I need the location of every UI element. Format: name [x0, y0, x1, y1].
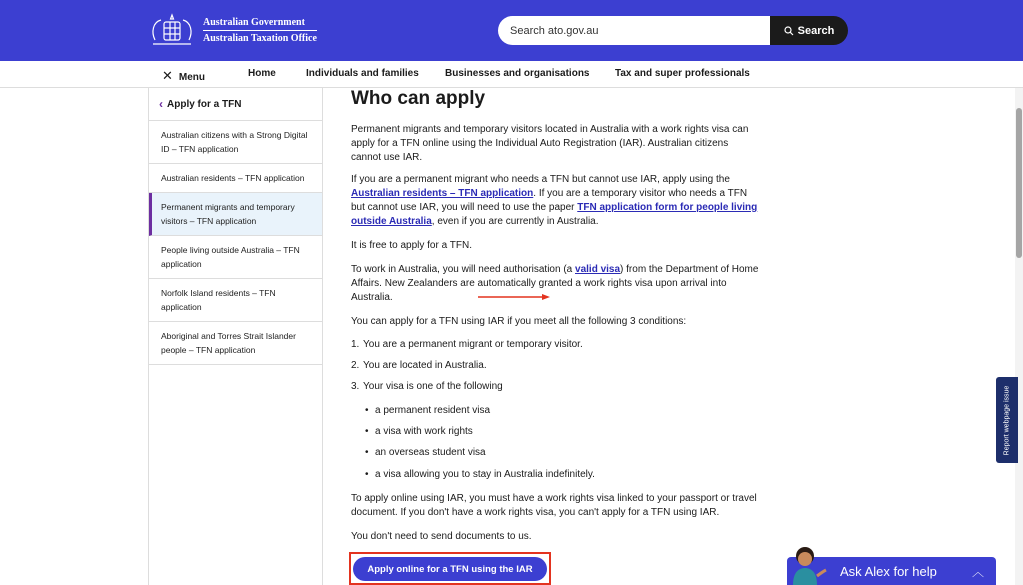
- report-issue-tab[interactable]: [996, 377, 1018, 463]
- nav-tax-professionals[interactable]: Tax and super professionals: [615, 68, 750, 79]
- main-content: [351, 88, 761, 110]
- search-icon: [784, 26, 794, 36]
- sidebar-back-link[interactable]: [149, 88, 322, 121]
- bullet-icon: •: [365, 426, 369, 437]
- sidebar-back-label: Apply for a TFN: [167, 98, 242, 110]
- visa-list-item: [365, 405, 490, 416]
- no-documents-paragraph: You don't need to send documents to us.: [351, 531, 532, 542]
- p2-text-b: . If you are a temporary visitor who needs a TFN but cannot use IAR, you will need to use the paper: [351, 188, 748, 213]
- free-paragraph: It is free to apply for a TFN.: [351, 240, 472, 251]
- bullet-icon: •: [365, 405, 369, 416]
- logo-line-ato: Australian Taxation Office: [203, 32, 317, 44]
- condition-item: [351, 360, 487, 371]
- visa-text: a visa allowing you to stay in Australia indefinitely.: [375, 469, 595, 480]
- condition-number: 2.: [351, 360, 360, 371]
- crest-icon: [147, 12, 197, 48]
- condition-text: You are a permanent migrant or temporary visitor.: [363, 339, 583, 350]
- search-button[interactable]: [770, 16, 848, 45]
- sidebar-item-outside-australia[interactable]: People living outside Australia – TFN application: [149, 236, 322, 279]
- condition-item: [351, 339, 583, 350]
- visa-text: a permanent resident visa: [375, 405, 491, 416]
- search-input[interactable]: [498, 16, 770, 45]
- page-title: Who can apply: [351, 88, 486, 109]
- menu-button[interactable]: [162, 68, 205, 84]
- visa-list-item: [365, 447, 486, 458]
- paper-form-link[interactable]: TFN application form for people living outside Australia: [351, 202, 758, 227]
- sidebar-item-strong-digital-id[interactable]: Australian citizens with a Strong Digital ID – TFN application: [149, 121, 322, 164]
- report-issue-label: Report webpage issue: [1003, 385, 1011, 455]
- sidebar: [148, 88, 323, 585]
- work-rights-paragraph: To apply online using IAR, you must have a work rights visa linked to your passport or travel document. If you don't have a work rights visa, you can't apply for a TFN using IAR.: [351, 493, 757, 518]
- p2-text-c: , even if you are currently in Australia.: [431, 216, 599, 227]
- visa-text: a visa with work rights: [375, 426, 473, 437]
- chevron-left-icon: ‹: [159, 97, 163, 111]
- sidebar-item-permanent-migrants[interactable]: Permanent migrants and temporary visitors – TFN application: [149, 193, 322, 236]
- condition-number: 1.: [351, 339, 360, 350]
- sidebar-item-australian-residents[interactable]: Australian residents – TFN application: [149, 164, 322, 193]
- sidebar-item-aboriginal-torres-strait[interactable]: Aboriginal and Torres Strait Islander people – TFN application: [149, 322, 322, 365]
- nav-individuals[interactable]: Individuals and families: [306, 68, 419, 79]
- condition-number: 3.: [351, 381, 360, 392]
- visa-list-item: [365, 469, 595, 480]
- visa-list-item: [365, 426, 473, 437]
- close-icon: ✕: [162, 68, 173, 83]
- ask-alex-label: Ask Alex for help: [840, 563, 937, 579]
- logo-text: [203, 16, 317, 45]
- apply-online-iar-button[interactable]: Apply online for a TFN using the IAR: [353, 557, 547, 581]
- bullet-icon: •: [365, 447, 369, 458]
- menu-label: Menu: [178, 72, 206, 83]
- australian-residents-link[interactable]: Australian residents – TFN application: [351, 188, 534, 199]
- condition-item: [351, 381, 503, 392]
- p4-text-a: To work in Australia, you will need authorisation (a: [351, 264, 576, 275]
- p4-text-b: ) from the Department of Home Affairs. New Zealanders are automatically granted a work rights visa upon arrival into Australia.: [351, 264, 759, 303]
- logo-line-government: Australian Government: [203, 16, 317, 31]
- alex-avatar: [787, 542, 827, 585]
- scrollbar-thumb[interactable]: [1016, 108, 1022, 258]
- condition-text: Your visa is one of the following: [363, 381, 503, 392]
- chevron-up-icon: ︿: [971, 564, 984, 579]
- nav-home[interactable]: Home: [248, 68, 276, 79]
- work-authorisation-paragraph: [351, 263, 761, 305]
- p2-text-a: If you are a permanent migrant who needs a TFN but cannot use IAR, apply using the: [351, 174, 730, 185]
- search-bar: [498, 16, 848, 45]
- main-nav: [0, 61, 1023, 88]
- site-header: [0, 0, 1023, 61]
- condition-text: You are located in Australia.: [363, 360, 487, 371]
- valid-visa-link[interactable]: valid visa: [575, 264, 621, 275]
- cannot-use-iar-paragraph: [351, 173, 761, 229]
- intro-paragraph: Permanent migrants and temporary visitors located in Australia with a work rights visa can apply for a TFN online using the Individual Auto Registration (IAR). Australian citizens cannot use IAR.: [351, 124, 749, 163]
- arrow-annotation-icon: [478, 294, 550, 300]
- bullet-icon: •: [365, 469, 369, 480]
- sidebar-item-norfolk-island[interactable]: Norfolk Island residents – TFN application: [149, 279, 322, 322]
- nav-businesses[interactable]: Businesses and organisations: [445, 68, 590, 79]
- search-button-label: Search: [797, 24, 835, 37]
- ato-logo[interactable]: [147, 12, 317, 48]
- conditions-intro: You can apply for a TFN using IAR if you meet all the following 3 conditions:: [351, 316, 687, 327]
- visa-text: an overseas student visa: [375, 447, 486, 458]
